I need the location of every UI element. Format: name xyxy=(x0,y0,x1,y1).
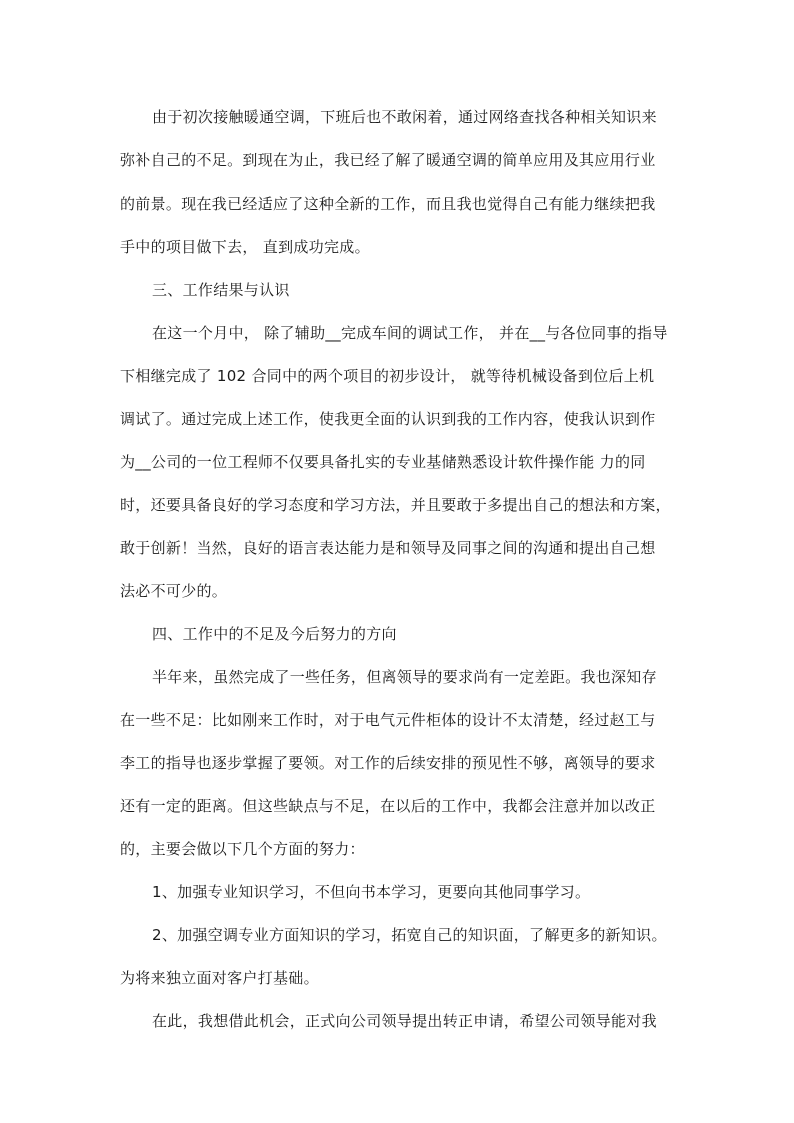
text-line: 敢于创新！当然，良好的语言表达能力是和领导及同事之间的沟通和提出自己想 xyxy=(120,539,656,557)
text-line: 调试了。通过完成上述工作，使我更全面的认识到我的工作内容，使我认识到作 xyxy=(120,410,656,428)
text-line: 为__公司的一位工程师不仅要具备扎实的专业基储熟悉设计软件操作能 力的同 xyxy=(120,453,646,471)
text-line: 的前景。现在我已经适应了这种全新的工作，而且我也觉得自己有能力继续把我 xyxy=(120,195,656,213)
section-heading: 四、工作中的不足及今后努力的方向 xyxy=(152,625,397,643)
text-line: 的，主要会做以下几个方面的努力： xyxy=(120,840,365,858)
list-item: 2、加强空调专业方面知识的学习，拓宽自己的知识面，了解更多的新知识。 xyxy=(152,926,667,944)
text-line: 在这一个月中， 除了辅助__完成车间的调试工作， 并在__与各位同事的指导 xyxy=(152,324,668,342)
text-line: 弥补自己的不足。到现在为止，我已经了解了暖通空调的简单应用及其应用行业 xyxy=(120,151,656,169)
text-line: 时，还要具备良好的学习态度和学习方法，并且要敢于多提出自己的想法和方案， xyxy=(120,496,671,514)
text-line: 李工的指导也逐步掌握了要领。对工作的后续安排的预见性不够，离领导的要求 xyxy=(120,754,656,772)
section-heading: 三、工作结果与认识 xyxy=(152,281,290,299)
text-line: 还有一定的距离。但这些缺点与不足，在以后的工作中，我都会注意并加以改正 xyxy=(120,797,656,815)
list-item: 1、加强专业知识学习，不但向书本学习，更要向其他同事学习。 xyxy=(152,883,591,901)
text-line: 在一些不足：比如刚来工作时，对于电气元件柜体的设计不太清楚，经过赵工与 xyxy=(120,711,656,729)
text-line: 由于初次接触暖通空调，下班后也不敢闲着，通过网络查找各种相关知识来 xyxy=(152,108,657,126)
text-line: 在此，我想借此机会，正式向公司领导提出转正申请，希望公司领导能对我 xyxy=(152,1012,657,1030)
text-line: 为将来独立面对客户打基础。 xyxy=(120,969,319,987)
text-line: 手中的项目做下去， 直到成功完成。 xyxy=(120,238,370,256)
text-line: 下相继完成了 102 合同中的两个项目的初步设计， 就等待机械设备到位后上机 xyxy=(120,367,655,385)
text-line: 法必不可少的。 xyxy=(120,582,228,600)
text-line: 半年来，虽然完成了一些任务，但离领导的要求尚有一定差距。我也深知存 xyxy=(152,668,657,686)
